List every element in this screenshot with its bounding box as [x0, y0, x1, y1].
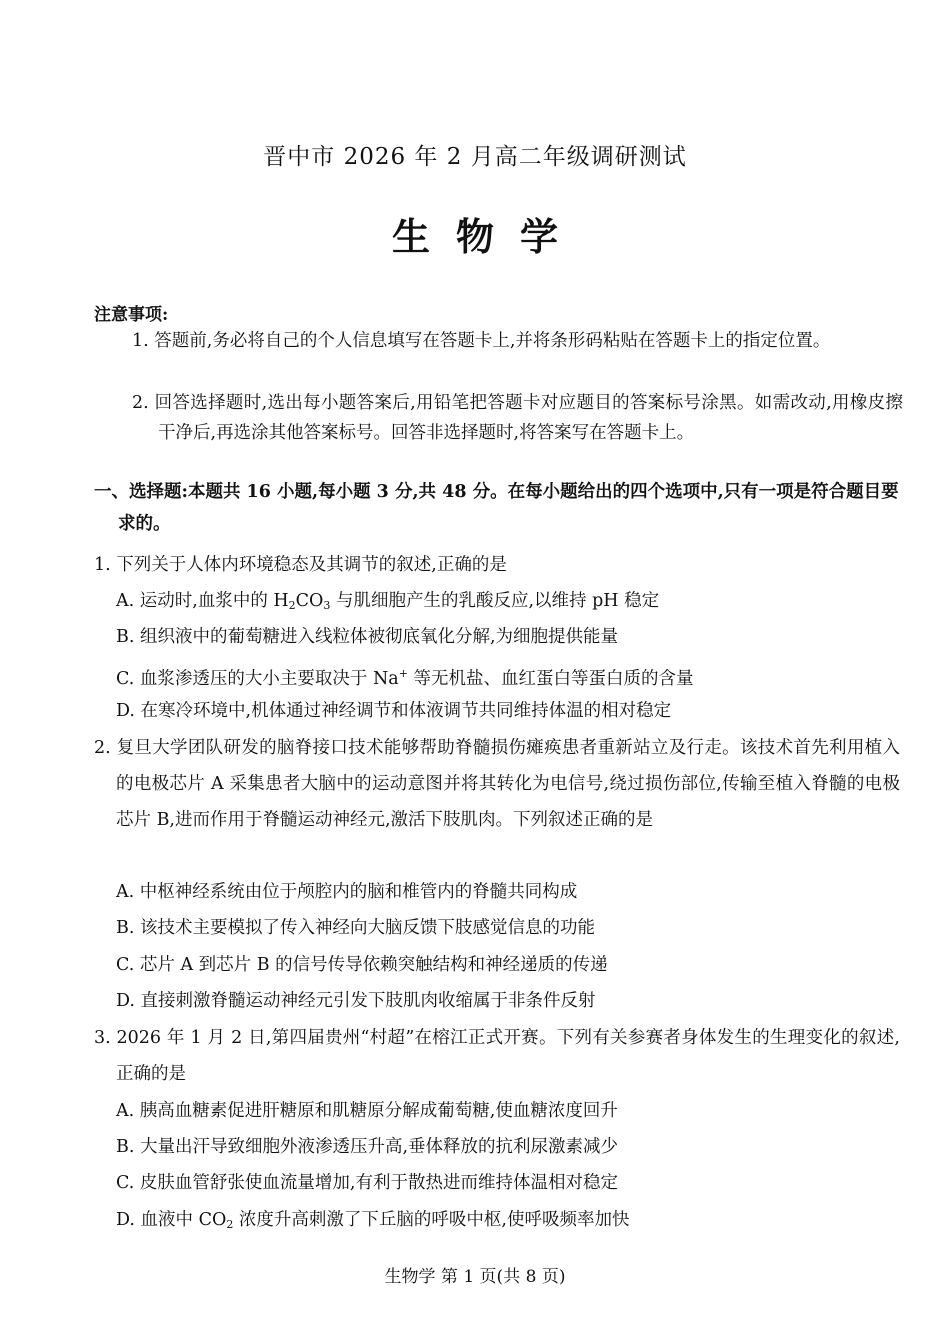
question-option: B. 组织液中的葡萄糖进入线粒体被彻底氧化分解,为细胞提供能量 — [116, 627, 619, 647]
section-heading: 一、选择题:本题共 16 小题,每小题 3 分,共 48 分。在每小题给出的四个选项中,只有一项是符合题目要求的。 — [94, 482, 899, 534]
question-option: D. 直接刺激脊髓运动神经元引发下肢肌肉收缩属于非条件反射 — [116, 991, 596, 1011]
question-option: A. 中枢神经系统由位于颅腔内的脑和椎管内的脊髓共同构成 — [116, 882, 578, 902]
notice-item: 2. 回答选择题时,选出每小题答案后,用铅笔把答题卡对应题目的答案标号涂黑。如需改动,用橡皮擦干净后,再选涂其他答案标号。回答非选择题时,将答案写在答题卡上。 — [132, 393, 903, 443]
question-option: B. 该技术主要模拟了传入神经向大脑反馈下肢感觉信息的功能 — [116, 918, 595, 938]
question-option: B. 大量出汗导致细胞外液渗透压升高,垂体释放的抗利尿激素减少 — [116, 1137, 619, 1157]
notice-item: 1. 答题前,务必将自己的个人信息填写在答题卡上,并将条形码粘贴在答题卡上的指定位置。 — [132, 331, 831, 351]
question-option: A. 运动时,血浆中的 $H_2CO_3$ 与肌细胞产生的乳酸反应,以维持 pH 稳定 — [116, 591, 660, 612]
question-stem: 3. 2026 年 1 月 2 日,第四届贵州“村超”在榕江正式开赛。下列有关参赛者身体发生的生理变化的叙述,正确的是 — [94, 1028, 900, 1084]
notice-heading: 注意事项: — [94, 305, 169, 325]
exam-title: 晋中市 2026 年 2 月高二年级调研测试 — [263, 144, 687, 170]
question-option: C. 血浆渗透压的大小主要取决于 Na+ 等无机盐、血红蛋白等蛋白质的含量 — [116, 667, 694, 689]
question-option: D. 在寒冷环境中,机体通过神经调节和体液调节共同维持体温的相对稳定 — [116, 701, 672, 721]
page-footer: 生物学 第 1 页(共 8 页) — [384, 1267, 566, 1287]
question-option: C. 芯片 A 到芯片 B 的信号传导依赖突触结构和神经递质的传递 — [116, 955, 608, 975]
question-option: C. 皮肤血管舒张使血流量增加,有利于散热进而维持体温相对稳定 — [116, 1173, 618, 1193]
question-option: A. 胰高血糖素促进肝糖原和肌糖原分解成葡萄糖,使血糖浓度回升 — [116, 1101, 618, 1121]
question-stem: 2. 复旦大学团队研发的脑脊接口技术能够帮助脊髓损伤瘫痪患者重新站立及行走。该技术首先利用植入的电极芯片 A 采集患者大脑中的运动意图并将其转化为电信号,绕过损伤部位,传输至植入脊髓的电极芯片 B,进而作用于脊髓运动神经元,激活下肢肌肉。下列叙述正确的是 — [94, 738, 900, 830]
subject-title: 生物学 — [391, 214, 584, 259]
question-stem: 1. 下列关于人体内环境稳态及其调节的叙述,正确的是 — [94, 555, 507, 575]
question-option: D. 血液中 $CO_2$ 浓度升高刺激了下丘脑的呼吸中枢,使呼吸频率加快 — [116, 1210, 630, 1231]
